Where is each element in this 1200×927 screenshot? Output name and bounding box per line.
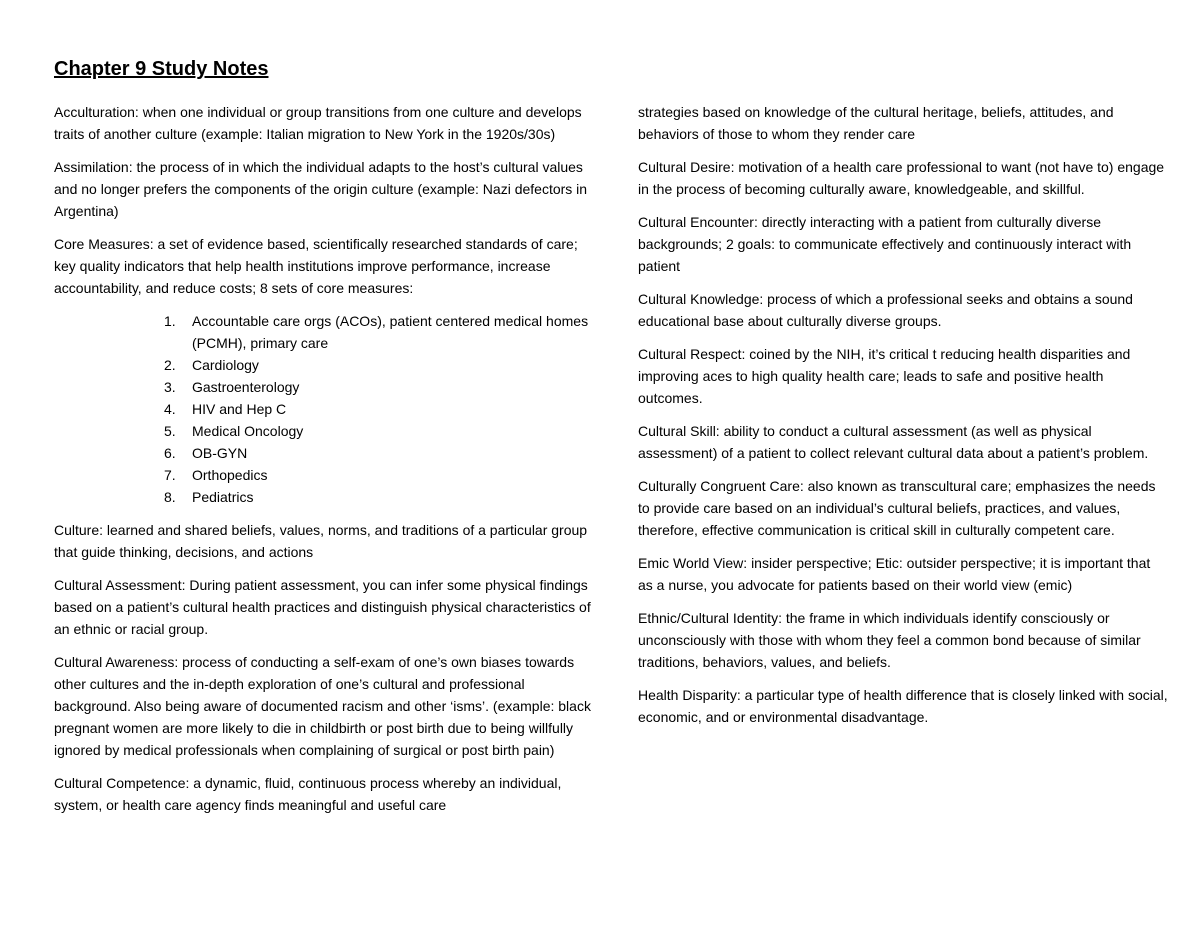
list-item [164, 354, 594, 376]
list-item-number: 5. [164, 423, 176, 439]
page-title: Chapter 9 Study Notes [54, 58, 269, 80]
list-item-number: 7. [164, 467, 176, 483]
entry-cultural-assessment: Cultural Assessment: During patient assessment, you can infer some physical findings based on a patient’s cultural health practices and distinguish physical characteristics of an ethnic or racial group. [54, 577, 591, 637]
entry-cultural-respect: Cultural Respect: coined by the NIH, it’s critical t reducing health disparities and improving aces to high quality health care; leads to safe and positive health outcomes. [638, 346, 1131, 406]
entry-cultural-knowledge: Cultural Knowledge: process of which a professional seeks and obtains a sound educational base about culturally diverse groups. [638, 291, 1133, 329]
entry-cultural-skill: Cultural Skill: ability to conduct a cultural assessment (as well as physical assessment) of a patient to collect relevant cultural data about a patient’s problem. [638, 423, 1149, 461]
entry-ethnic-cultural-identity: Ethnic/Cultural Identity: the frame in which individuals identify consciously or unconsciously with those with whom they feel a common bond because of similar traditions, behaviors, values, and beliefs. [638, 610, 1141, 670]
entry-cultural-competence: Cultural Competence: a dynamic, fluid, continuous process whereby an individual, system, or health care agency finds meaningful and useful care [54, 775, 562, 813]
list-item [164, 464, 594, 486]
list-item-text: Accountable care orgs (ACOs), patient centered medical homes (PCMH), primary care [192, 313, 589, 351]
right-column [638, 101, 1168, 739]
entry-core-measures: Core Measures: a set of evidence based, scientifically researched standards of care; key quality indicators that help health institutions improve performance, increase accountability, and reduce costs; 8 sets of core measures: [54, 236, 578, 296]
entry-assimilation: Assimilation: the process of in which the individual adapts to the host’s cultural values and no longer prefers the components of the origin culture (example: Nazi defectors in Argentina) [54, 159, 588, 219]
entry-acculturation: Acculturation: when one individual or group transitions from one culture and develops traits of another culture (example: Italian migration to New York in the 1920s/30s) [54, 104, 582, 142]
list-item-number: 6. [164, 445, 176, 461]
list-item-number: 2. [164, 357, 176, 373]
list-item-number: 8. [164, 489, 176, 505]
entry-culture: Culture: learned and shared beliefs, values, norms, and traditions of a particular group that guide thinking, decisions, and actions [54, 522, 588, 560]
list-item-number: 4. [164, 401, 176, 417]
list-item [164, 442, 594, 464]
list-item-text: Orthopedics [192, 467, 268, 483]
list-item [164, 486, 594, 508]
list-item-text: Medical Oncology [192, 423, 304, 439]
list-item-text: Gastroenterology [192, 379, 300, 395]
entry-health-disparity: Health Disparity: a particular type of health difference that is closely linked with social, economic, and or environmental disadvantage. [638, 687, 1168, 725]
entry-cultural-encounter: Cultural Encounter: directly interacting with a patient from culturally diverse backgrounds; 2 goals: to communicate effectively and continuously interact with patient [638, 214, 1132, 274]
list-item [164, 376, 594, 398]
entry-cultural-awareness: Cultural Awareness: process of conducting a self-exam of one’s own biases towards other cultures and the in-depth exploration of one’s cultural and professional background. Also being aware of documented racism and other ‘isms’. (example: black pregnant women are more likely to die in childbirth or post birth due to being willfully ignored by medical professionals when complaining of surgical or post birth pain) [54, 654, 591, 758]
entry-culturally-congruent-care: Culturally Congruent Care: also known as transcultural care; emphasizes the needs to provide care based on an individual’s cultural beliefs, practices, and values, therefore, effective communication is critical skill in culturally competent care. [638, 478, 1156, 538]
entry-cultural-desire: Cultural Desire: motivation of a health care professional to want (not have to) engage in the process of becoming culturally aware, knowledgeable, and skillful. [638, 159, 1165, 197]
entry-cultural-competence-continued: strategies based on knowledge of the cultural heritage, beliefs, attitudes, and behaviors of those to whom they render care [638, 104, 1114, 142]
entry-emic-world-view: Emic World View: insider perspective; Etic: outsider perspective; it is important that as a nurse, you advocate for patients based on their world view (emic) [638, 555, 1151, 593]
left-column [54, 101, 594, 827]
list-item-number: 3. [164, 379, 176, 395]
list-item [164, 310, 594, 354]
core-measures-list [54, 310, 594, 508]
list-item-text: OB-GYN [192, 445, 248, 461]
list-item-text: HIV and Hep C [192, 401, 287, 417]
list-item-text: Cardiology [192, 357, 259, 373]
list-item [164, 398, 594, 420]
list-item [164, 420, 594, 442]
list-item-text: Pediatrics [192, 489, 254, 505]
list-item-number: 1. [164, 313, 176, 329]
